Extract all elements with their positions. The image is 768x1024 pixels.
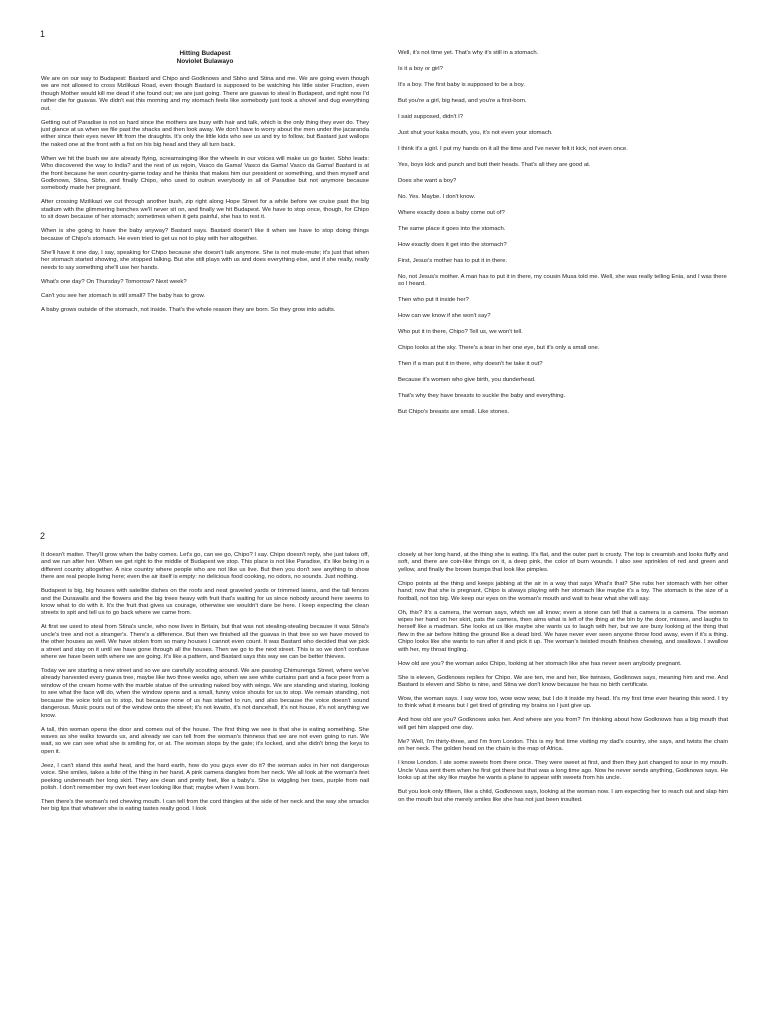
paragraph: A baby grows outside of the stomach, not inside. That's the whole reason they are born. So they grow into adults. [41, 306, 336, 313]
paragraph: The same place it goes into the stomach. [398, 226, 506, 232]
paragraph: No. Yes. Maybe. I don't know. [398, 194, 476, 200]
story-author: Noviolet Bulawayo [176, 58, 234, 65]
page-number: 2 [40, 531, 46, 541]
paragraph: Just shut your kaka mouth, you, it's not even your stomach. [398, 130, 553, 136]
page2-left-column [41, 552, 369, 952]
paragraph: That's why they have breasts to suckle the baby and everything. [398, 393, 566, 400]
paragraph: First, Jesus's mother has to put it in there. [398, 258, 508, 264]
paragraph: It's a boy. The first baby is supposed to be a boy. [398, 82, 525, 88]
page1-left-text [41, 76, 369, 314]
paragraph: But you look only fifteen, like a child, Godknows says, looking at the woman now. I am expecting her to reach out and slap him on the mouth but she merely smiles like she has not just been insulted. [398, 789, 728, 803]
page2-left-text [41, 552, 369, 814]
paragraph: closely at her long hand, at the thing she is eating. It's flat, and the outer part is crusty. The top is creamish and looks fluffy and soft, and there are coin-like things on it, a deep pink, the color of burn wounds. I also see sprinkles of red and green and yellow, and finally the brown bumps that look like pimples. [398, 552, 728, 573]
paragraph: Well, it's not time yet. That's why it's still in a stomach. [398, 50, 539, 56]
page2-right-text [398, 552, 728, 804]
paragraph: What's one day? On Thursday? Tomorrow? Next week? [41, 278, 187, 285]
paragraph: It doesn't matter. They'll grow when the baby comes. Let's go, can we go, Chipo? I say. Chipo doesn't reply, she just takes off, and we run after her. When we get right to the middle of Budapest we stop. This place is not like Paradise, it's like being in a different country altogether. A nice country where people who are not like us live. But then you don't see anything to show there are real people living here; even the air itself is empty: no delicious food cooking, no odors, no sounds. Just nothing. [41, 552, 369, 581]
paragraph: Because it's women who give birth, you dunderhead. [398, 377, 536, 384]
paragraph: Wow, the woman says. I say wow too, wow wow wow, but I do it inside my head. It's my first time ever hearing this word. I try to think what it means but I get tired of grinding my brains so I just give up. [398, 696, 728, 710]
paragraph: Does she want a boy? [398, 178, 457, 184]
paragraph: A tall, thin woman opens the door and comes out of the house. The first thing we see is that she is eating something. She waves as she walks towards us, and already we can tell from the woman's thinness that we are not even going to run. We wait, so we can see what she is smiling for, or at. The woman stops by the gate; it's locked, and she didn't bring the keys to open it. [41, 726, 369, 755]
paragraph: She is eleven, Godknows replies for Chipo. We are ten, me and her, like twinses, Godknows says, meaning him and me. And Bastard is eleven and Sbho is nine, and Stina we don't know because he has no birth certificate. [398, 674, 728, 689]
paragraph: But you're a girl, big head, and you're a first-born. [398, 98, 527, 104]
paragraph: How can we know if she won't say? [398, 313, 491, 320]
paragraph: She'll have it one day, I say, speaking for Chipo because she doesn't talk anymore. She is not mute-mute; it's just that when her stomach started showing, she stopped talking. But she still plays with us and does everything else, and if she really, really needs to say something she'll use her hands. [41, 249, 369, 271]
paragraph: We are on our way to Budapest: Bastard and Chipo and Godknows and Sbho and Stina and me. We are going even though we are not allowed to cross Mzilikazi Road, even though Bastard is supposed to be watching his little sister Fraction, even though Mother would kill me dead if she found out; we are just going. There are guavas to steal in Budapest, and right now I'd rather die for guavas. We didn't eat this morning and my stomach feels like somebody just took a shovel and dug everything out. [41, 76, 369, 112]
paragraph: Today we are starting a new street and so we are carefully scouting around. We are passing Chimurenga Street, where we've already harvested every guava tree, maybe like two three weeks ago, when we see white curtains part and a face peer from a window of the cream home with the marble statue of the urinating naked boy with wings. We are standing and staring, looking to see what the face will do, when the window opens and a small, funny voice shouts for us to stop. We remain standing, not because the voice told us to stop, but because none of us has started to run, and also because the voice doesn't sound dangerous. Music pours out of the window onto the street; it's not kwaito, it's not dancehall, it's not house, it's not anything we know. [41, 668, 369, 719]
page-number: 1 [40, 29, 46, 39]
paragraph: Budapest is big, big houses with satellite dishes on the roofs and neat graveled yards or trimmed lawns, and the tall fences and the Durawalls and the flowers and the big trees heavy with fruit that's waiting for us since nobody around here seems to know what to do with it. It's the fruit that gives us courage, otherwise we wouldn't dare be here. I keep expecting the clean streets to spit and tell us to go back where we came from. [41, 588, 369, 617]
paragraph: How exactly does it get into the stomach? [398, 242, 507, 248]
page1-left-column [41, 50, 369, 430]
story-title: Hitting Budapest [179, 50, 231, 57]
paragraph: Chipo looks at the sky. There's a tear in her one eye, but it's only a small one. [398, 345, 600, 352]
paragraph: Is it a boy or girl? [398, 66, 443, 72]
paragraph: After crossing Mzilikazi we cut through another bush, zip right along Hope Street for a while before we cruise past the big stadium with the glimmering benches we'll never sit on, and finally we hit Budapest. We have to stop once, though, for Chipo to sit down because of her stomach; sometimes when it gets painful, she has to rest it. [41, 199, 369, 221]
paragraph: I think it's a girl. I put my hands on it all the time and I've never felt it kick, not even once. [398, 146, 628, 152]
paragraph: Chipo points at the thing and keeps jabbing at the air in a way that says What's that? She rubs her stomach with her other hand; now that she is pregnant, Chipo is always playing with her stomach like maybe it's a toy. The stomach is the size of a football, not too big. We keep our eyes on the woman's mouth and wait to hear what she will say. [398, 580, 728, 602]
paragraph: Can't you see her stomach is still small? The baby has to grow. [41, 292, 206, 299]
paragraph: When we hit the bush we are already flying, screamsinging like the wheels in our voices will make us go faster. Sbho leads: Who discovered the way to India? and the rest of us rejoin, Vasco da Gama! Vasco da Gama! Vasco da Gama! Bastard is at the front because he won country-game today and he thinks that makes him our president or something, and then myself and Godknows, Stina, Sbho, and finally Chipo, who used to outrun everybody in all of Paradise but not anymore because somebody made her pregnant. [41, 155, 369, 192]
page2-right-column [398, 552, 728, 952]
story-header [41, 50, 369, 66]
paragraph: I said supposed, didn't I? [398, 114, 463, 120]
paragraph: And how old are you? Godknows asks her. And where are you from? I'm thinking about how Godknows has a big mouth that will get him slapped one day. [398, 717, 728, 731]
paragraph: Jeez, I can't stand this awful heat, and the hard earth, how do you guys ever do it? the woman asks in her not dangerous voice. She smiles, takes a bite of the thing in her hand. A pink camera dangles from her neck. We all look at the woman's feet peeking underneath her long skirt. They are clean and pretty feet, like a baby's. She is wiggling her toes, purple from nail polish. I don't remember my own feet ever looking like that; maybe when I was born. [41, 762, 369, 791]
paragraph: Me? Well, I'm thirty-three, and I'm from London. This is my first time visiting my dad's country, she says, and twists the chain on her neck. The golden head on the chain is the map of Africa. [398, 738, 728, 753]
paragraph: Yes, boys kick and punch and butt their heads. That's all they are good at. [398, 162, 591, 168]
paragraph: Getting out of Paradise is not so hard since the mothers are busy with hair and talk, which is the only thing they ever do. They just glance at us when we file past the shacks and then look away. We don't have to worry about the men under the jacaranda either since their eyes never lift from the draughts. It's only the little kids who see us and try to follow, but Bastard just wallops the naked one at the front with a fist on his big head and they all turn back. [41, 119, 369, 148]
paragraph: At first we used to steal from Stina's uncle, who now lives in Britain, but that was not stealing-stealing because it was Stina's uncle's tree and not a stranger's. There's a difference. But then we finished all the guavas in that tree so we have moved to the other houses as well. We have stolen from so many houses I cannot even count. It was Bastard who decided that we pick a street and stay on it until we have gone through all the houses. Then we go to the next street. This is so we don't confuse where we have been with where we are going. It's like a pattern, and Bastard says this way we can be better thieves. [41, 624, 369, 661]
paragraph: Where exactly does a baby come out of? [398, 210, 505, 216]
paragraph: Then who put it inside her? [398, 297, 469, 304]
paragraph: But Chipo's breasts are small. Like stones. [398, 409, 510, 416]
paragraph: Then there's the woman's red chewing mouth. I can tell from the cord thingies at the side of her neck and the way she smacks her big lips that whatever she is eating tastes really good. I look [41, 798, 369, 813]
paragraph: Then if a man put it in there, why doesn't he take it out? [398, 361, 543, 368]
page1-right-column [398, 50, 728, 430]
paragraph: I know London. I ate some sweets from there once. They were sweet at first, and then they just changed to sour in my mouth. Uncle Vusa sent them when he first got there but that was a long time ago. Now he never sends anything, Godknows says. He looks up at the sky like maybe he wants a plane to appear with sweets from his uncle. [398, 760, 728, 782]
paragraph: When is she going to have the baby anyway? Bastard says. Bastard doesn't like it when we have to stop doing things because of Chipo's stomach. He even tried to get us not to play with her altogether. [41, 228, 369, 242]
paragraph: No, not Jesus's mother. A man has to put it in there, my cousin Musa told me. Well, she was really telling Enia, and I was there so I heard. [398, 274, 727, 288]
paragraph: Who put it in there, Chipo? Tell us, we won't tell. [398, 329, 523, 336]
paragraph: Oh, this? It's a camera, the woman says, which we all know; even a stone can tell that a camera is a camera. The woman wipes her hand on her skirt, pats the camera, then aims what is left of the thing at the bin by the door, misses, and laughs to herself like a madman. She looks at us like maybe she wants us to laugh with her, but we are busy looking at the thing that flew in the air before hitting the ground like a dead bird. We have never ever seen anyone throw food away, even if it's a thing. Chipo looks like she wants to run after it and pick it up. The woman's twisted mouth finishes chewing, and swallows. I swallow with her, my throat tingling. [398, 609, 728, 653]
paragraph: How old are you? the woman asks Chipo, looking at her stomach like she has never seen anybody pregnant. [398, 660, 682, 667]
page1-right-text [398, 50, 728, 417]
